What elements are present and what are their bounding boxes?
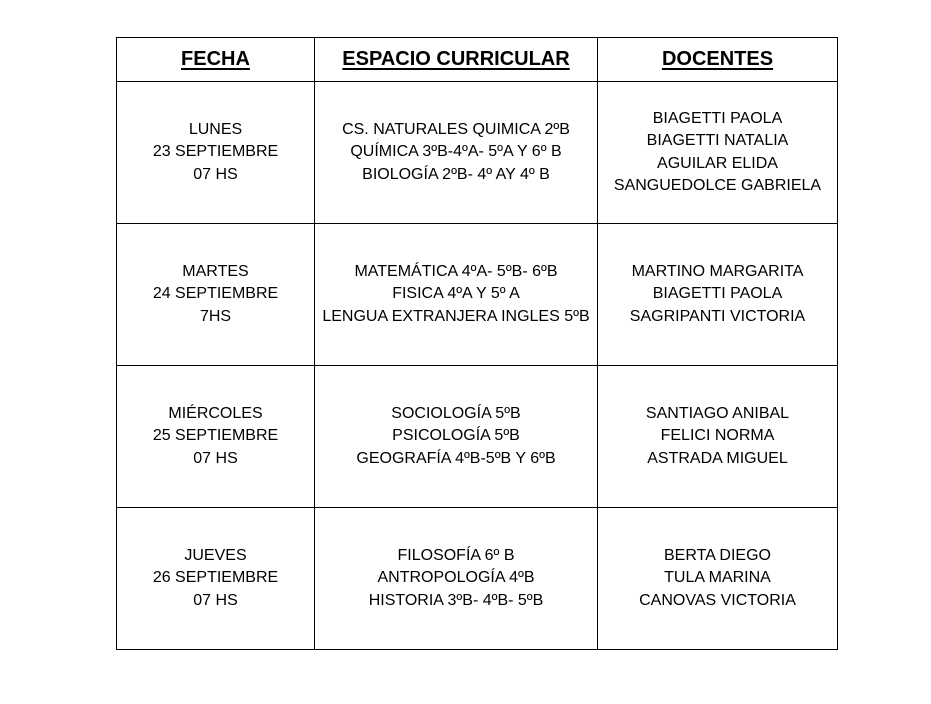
subject-line: FILOSOFÍA 6º B [397, 546, 515, 564]
teacher-name: AGUILAR ELIDA [657, 154, 778, 172]
teacher-name: BIAGETTI NATALIA [646, 132, 789, 149]
subject-line: ANTROPOLOGÍA 4ºB [377, 569, 535, 587]
table-row [117, 82, 838, 224]
fecha-day: JUEVES [184, 546, 247, 564]
docentes-cell [598, 366, 838, 508]
fecha-cell [117, 508, 315, 650]
header-espacio-curricular: ESPACIO CURRICULAR [315, 38, 598, 82]
fecha-date: 25 SEPTIEMBRE [152, 427, 279, 445]
fecha-cell [117, 82, 315, 224]
fecha-date: 24 SEPTIEMBRE [152, 285, 279, 303]
subject-line: QUÍMICA 3ºB-4ºA- 5ºA Y 6º B [350, 143, 562, 161]
fecha-time: 07 HS [193, 165, 238, 183]
subject-line: CS. NATURALES QUIMICA 2ºB [342, 120, 570, 138]
fecha-day: MARTES [182, 262, 249, 280]
header-row [117, 38, 838, 82]
fecha-day: LUNES [188, 120, 243, 138]
fecha-cell [117, 224, 315, 366]
header-docentes: DOCENTES [598, 38, 838, 82]
docentes-cell [598, 224, 838, 366]
fecha-time: 07 HS [193, 449, 238, 467]
teacher-name: ASTRADA MIGUEL [647, 449, 788, 467]
teacher-name: CANOVAS VICTORIA [639, 591, 796, 609]
subject-line: MATEMÁTICA 4ºA- 5ºB- 6ºB [354, 262, 558, 280]
fecha-day: MIÉRCOLES [168, 404, 263, 422]
fecha-date: 23 SEPTIEMBRE [152, 143, 279, 161]
table-row [117, 508, 838, 650]
fecha-date: 26 SEPTIEMBRE [152, 569, 279, 587]
docentes-cell [598, 82, 838, 224]
table-row [117, 366, 838, 508]
teacher-name: SAGRIPANTI VICTORIA [629, 307, 806, 325]
subject-line: BIOLOGÍA 2ºB- 4º AY 4º B [362, 165, 550, 183]
subject-line: GEOGRAFÍA 4ºB-5ºB Y 6ºB [356, 449, 556, 467]
teacher-name: MARTINO MARGARITA [631, 262, 804, 280]
fecha-time: 07 HS [193, 591, 238, 609]
table-row [117, 224, 838, 366]
subject-line: SOCIOLOGÍA 5ºB [391, 404, 521, 422]
teacher-name: SANTIAGO ANIBAL [645, 404, 790, 422]
teacher-name: BERTA DIEGO [664, 546, 771, 564]
schedule-table [116, 37, 838, 650]
subject-line: HISTORIA 3ºB- 4ºB- 5ºB [368, 591, 544, 609]
espacio-cell [315, 82, 598, 224]
teacher-name: BIAGETTI PAOLA [652, 285, 783, 303]
teacher-name: TULA MARINA [664, 569, 771, 587]
header-fecha: FECHA [117, 38, 315, 82]
fecha-cell [117, 366, 315, 508]
subject-line: LENGUA EXTRANJERA INGLES 5ºB [322, 307, 590, 325]
teacher-name: SANGUEDOLCE GABRIELA [613, 177, 822, 194]
teacher-name: FELICI NORMA [660, 427, 775, 445]
docentes-cell [598, 508, 838, 650]
subject-line: FISICA 4ºA Y 5º A [392, 285, 520, 303]
teacher-name: BIAGETTI PAOLA [652, 109, 783, 127]
espacio-cell [315, 366, 598, 508]
subject-line: PSICOLOGÍA 5ºB [392, 427, 520, 445]
fecha-time: 7HS [199, 307, 232, 325]
espacio-cell [315, 508, 598, 650]
espacio-cell [315, 224, 598, 366]
